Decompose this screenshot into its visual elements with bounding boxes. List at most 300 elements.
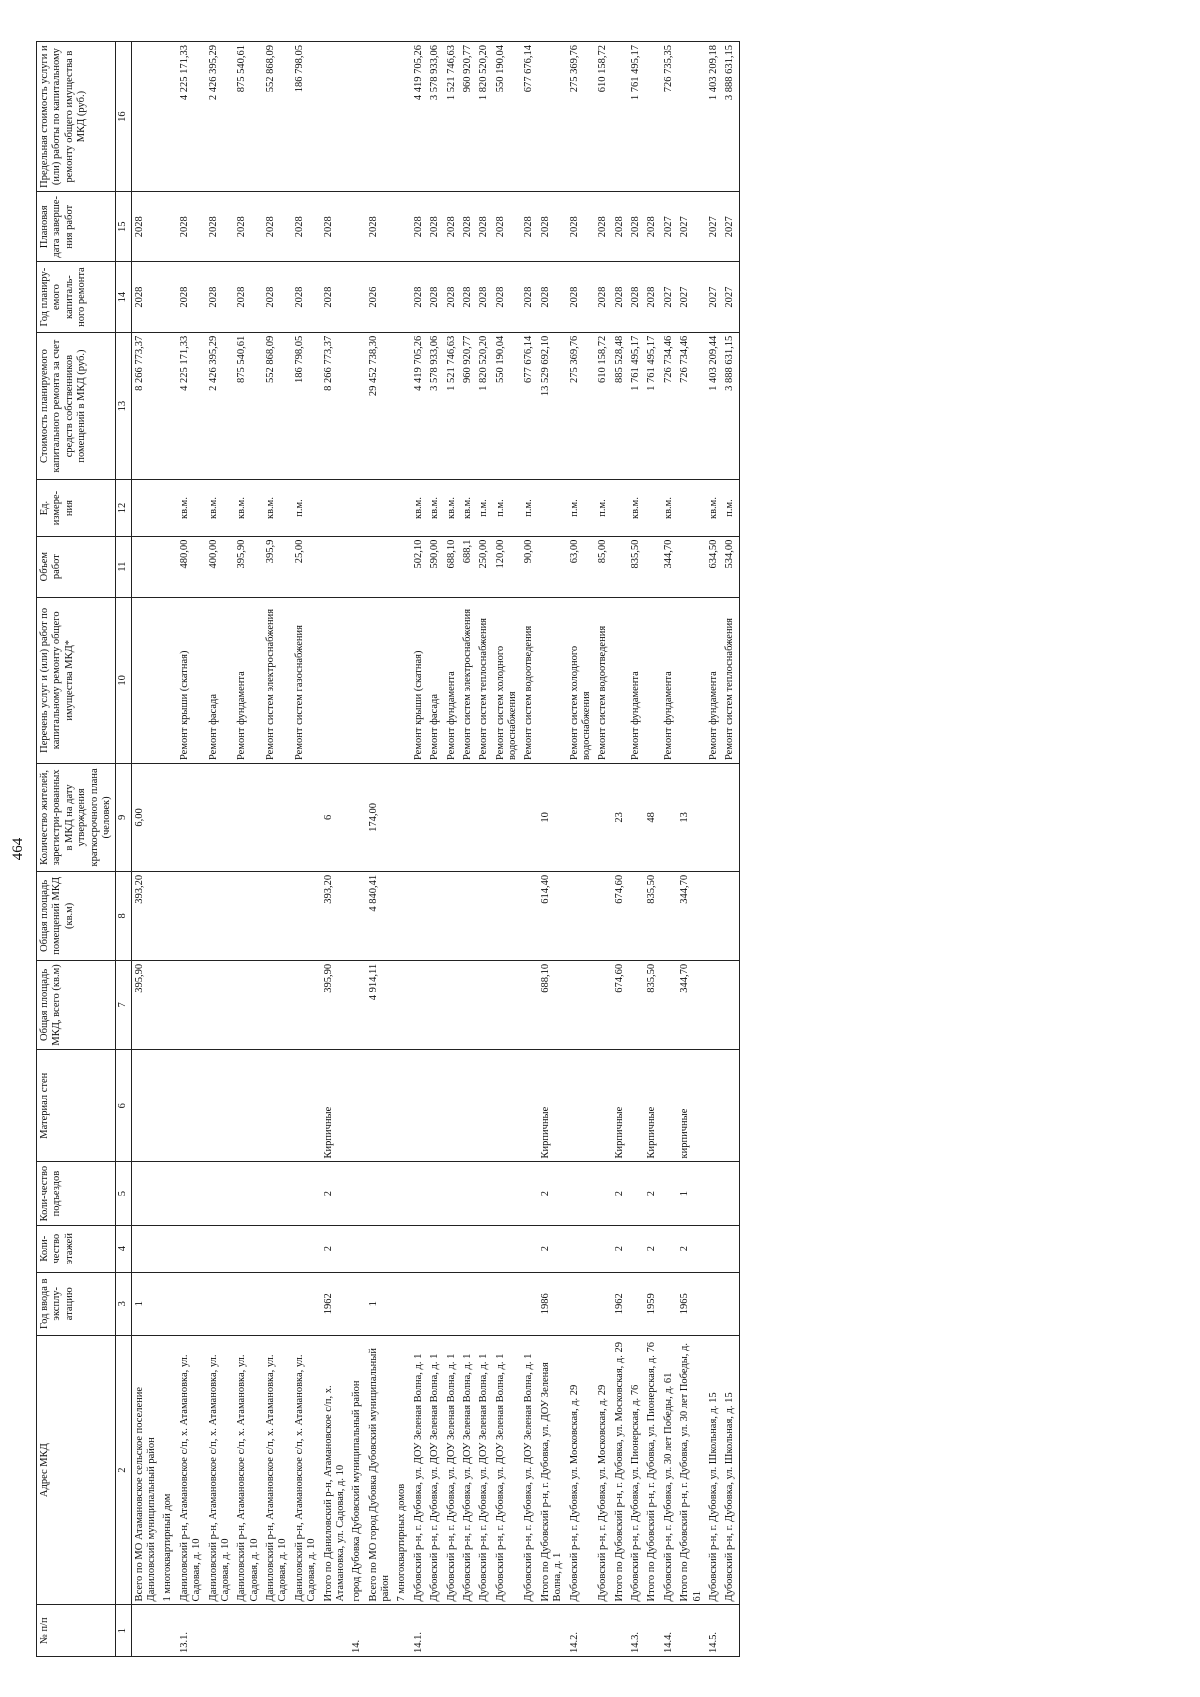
table-cell-col-3: [460, 1272, 476, 1335]
table-cell-col-5: [567, 1161, 596, 1224]
table-cell-col-10: [321, 597, 350, 763]
table-cell-col-15: 2028: [493, 191, 522, 261]
table-cell-col-2: Даниловский р-н, Атамановское с/п, х. Атамановка, ул. Садовая, д. 10: [263, 1335, 292, 1605]
table-cell-col-4: [628, 1225, 644, 1272]
table-cell-col-8: [706, 871, 722, 960]
table-cell-col-8: [234, 871, 263, 960]
table-cell-col-9: 6,00: [131, 763, 160, 871]
table-cell-col-2: Дубовский р-н, г. Дубовка, ул. ДОУ Зеленая Волна, д. 1: [493, 1335, 522, 1605]
col-number: 5: [116, 1161, 131, 1224]
table-cell-col-10: Ремонт фундамента: [661, 597, 677, 763]
table-row: [476, 41, 492, 1656]
table-cell-col-9: [595, 763, 611, 871]
table-cell-col-14: 2028: [131, 261, 160, 331]
table-cell-col-1: 14.1.: [411, 1604, 427, 1656]
table-cell-col-12: кв.м.: [411, 479, 427, 535]
table-cell-col-6: [427, 1049, 443, 1162]
table-cell-col-12: кв.м.: [177, 479, 206, 535]
table-cell-col-3: 1962: [321, 1272, 350, 1335]
table-cell-col-9: 10: [538, 763, 567, 871]
table-cell-col-12: кв.м.: [661, 479, 677, 535]
table-cell-col-16: 1 521 746,63: [444, 41, 460, 191]
table-row: [206, 41, 235, 1656]
table-cell-col-12: п.м.: [493, 479, 522, 535]
table-cell-col-10: Ремонт систем водоотведения: [595, 597, 611, 763]
table-cell-col-12: кв.м.: [444, 479, 460, 535]
table-cell-col-10: [131, 597, 160, 763]
table-cell-col-15: 2028: [321, 191, 350, 261]
table-body: [131, 41, 739, 1656]
table-cell-col-6: [722, 1049, 739, 1162]
table-cell-col-16: 3 888 631,15: [722, 41, 739, 191]
table-cell-col-9: [460, 763, 476, 871]
table-cell-col-3: [411, 1272, 427, 1335]
table-cell-col-16: 4 225 171,33: [177, 41, 206, 191]
table-cell-col-4: [706, 1225, 722, 1272]
table-cell-col-1: [427, 1604, 443, 1656]
table-cell-col-13: 1 403 209,44: [706, 332, 722, 480]
table-cell-col-11: 344,70: [661, 536, 677, 597]
table-row: [661, 41, 677, 1656]
table-cell-col-2: Всего по МО город Дубовка Дубовский муниципальный район: [366, 1335, 395, 1605]
table-cell-col-9: [493, 763, 522, 871]
table-cell-col-9: 6: [321, 763, 350, 871]
col-number: 16: [116, 41, 131, 191]
table-cell-col-7: [206, 960, 235, 1049]
table-cell-col-4: [366, 1225, 395, 1272]
table-cell-col-15: 2028: [460, 191, 476, 261]
table-cell-col-4: [460, 1225, 476, 1272]
table-cell-col-6: Кирпичные: [538, 1049, 567, 1162]
page-number: 464: [10, 837, 26, 860]
table-cell-col-1: 14.2.: [567, 1604, 596, 1656]
table-row: [706, 41, 722, 1656]
table-cell-col-5: [394, 1161, 410, 1224]
table-cell-col-3: [706, 1272, 722, 1335]
table-cell-col-8: [722, 871, 739, 960]
table-cell-col-7: [460, 960, 476, 1049]
table-cell-col-1: [677, 1604, 706, 1656]
table-row: [394, 41, 410, 1656]
col-header: Общая площадь МКД, всего (кв.м): [37, 960, 116, 1049]
table-cell-col-7: [292, 960, 321, 1049]
table-cell-col-16: 186 798,05: [292, 41, 321, 191]
col-header: Плановая дата заверше-ния работ: [37, 191, 116, 261]
table-cell-col-8: [427, 871, 443, 960]
table-cell-col-13: 8 266 773,37: [321, 332, 350, 480]
table-cell-col-4: [206, 1225, 235, 1272]
table-cell-col-16: [677, 41, 706, 191]
table-cell-col-5: 2: [538, 1161, 567, 1224]
table-cell-col-13: 960 920,77: [460, 332, 476, 480]
table-cell-col-5: 2: [321, 1161, 350, 1224]
table-cell-col-13: [394, 332, 410, 480]
table-cell-col-1: [321, 1604, 350, 1656]
table-cell-col-6: [595, 1049, 611, 1162]
table-cell-col-6: [444, 1049, 460, 1162]
table-cell-col-10: Ремонт фасада: [206, 597, 235, 763]
table-cell-col-4: [567, 1225, 596, 1272]
table-cell-col-8: 4 840,41: [366, 871, 395, 960]
table-cell-col-7: 688,10: [538, 960, 567, 1049]
col-number: 8: [116, 871, 131, 960]
table-cell-col-16: 4 419 705,26: [411, 41, 427, 191]
table-cell-col-12: кв.м.: [460, 479, 476, 535]
table-cell-col-12: [131, 479, 160, 535]
table-cell-col-9: [177, 763, 206, 871]
table-cell-col-1: 14.4.: [661, 1604, 677, 1656]
table-cell-col-12: п.м.: [476, 479, 492, 535]
table-cell-col-6: [177, 1049, 206, 1162]
col-number: 7: [116, 960, 131, 1049]
table-cell-col-12: кв.м.: [263, 479, 292, 535]
table-cell-col-11: [644, 536, 660, 597]
table-cell-col-3: [595, 1272, 611, 1335]
table-cell-col-4: [427, 1225, 443, 1272]
table-cell-col-3: [292, 1272, 321, 1335]
table-cell-col-8: [661, 871, 677, 960]
table-cell-col-7: [234, 960, 263, 1049]
table-cell-col-15: 2028: [177, 191, 206, 261]
table-cell-col-2: Итого по Дубовский р-н, г. Дубовка, ул. ДОУ Зеленая Волна, д. 1: [538, 1335, 567, 1605]
table-cell-col-1: 14.5.: [706, 1604, 722, 1656]
table-row: [595, 41, 611, 1656]
table-cell-col-2: Даниловский р-н, Атамановское с/п, х. Атамановка, ул. Садовая, д. 10: [206, 1335, 235, 1605]
table-cell-col-11: 688,1: [460, 536, 476, 597]
col-header: Стоимость планируемого капитального ремонта за счет средств собственников помещений в МКД (руб.): [37, 332, 116, 480]
table-cell-col-15: 2028: [263, 191, 292, 261]
table-cell-col-8: 674,60: [612, 871, 628, 960]
table-cell-col-6: [411, 1049, 427, 1162]
table-cell-col-13: 29 452 738,30: [366, 332, 395, 480]
table-row: [427, 41, 443, 1656]
table-cell-col-5: [349, 1161, 365, 1224]
table-cell-col-5: 1: [677, 1161, 706, 1224]
table-cell-col-13: 1 521 746,63: [444, 332, 460, 480]
table-cell-col-7: [493, 960, 522, 1049]
table-cell-col-10: Ремонт систем теплоснабжения: [722, 597, 739, 763]
table-cell-col-2: Итого по Дубовский р-н, г. Дубовка, ул. Московская, д. 29: [612, 1335, 628, 1605]
col-header: Предельная стоимость услуги и (или) работы по капитальному ремонту общего имущества в МКД (руб.): [37, 41, 116, 191]
table-cell-col-13: 875 540,61: [234, 332, 263, 480]
table-cell-col-7: [595, 960, 611, 1049]
table-cell-col-1: [644, 1604, 660, 1656]
table-cell-col-3: [444, 1272, 460, 1335]
table-row: [160, 41, 176, 1656]
table-cell-col-11: [160, 536, 176, 597]
table-cell-col-8: 393,20: [131, 871, 160, 960]
table-cell-col-13: 677 676,14: [521, 332, 537, 480]
table-cell-col-3: [349, 1272, 365, 1335]
table-cell-col-6: [349, 1049, 365, 1162]
table-cell-col-15: 2028: [644, 191, 660, 261]
table-cell-col-9: [567, 763, 596, 871]
table-cell-col-13: 1 761 495,17: [628, 332, 644, 480]
table-row: [411, 41, 427, 1656]
table-cell-col-7: 395,90: [321, 960, 350, 1049]
table-cell-col-5: [706, 1161, 722, 1224]
table-cell-col-10: [366, 597, 395, 763]
table-cell-col-6: [263, 1049, 292, 1162]
table-cell-col-5: [206, 1161, 235, 1224]
table-row: [628, 41, 644, 1656]
table-cell-col-16: [160, 41, 176, 191]
table-cell-col-11: [612, 536, 628, 597]
table-cell-col-13: 610 158,72: [595, 332, 611, 480]
table-cell-col-16: [394, 41, 410, 191]
table-cell-col-3: [661, 1272, 677, 1335]
table-cell-col-13: 13 529 692,10: [538, 332, 567, 480]
table-cell-col-12: кв.м.: [234, 479, 263, 535]
table-row: [234, 41, 263, 1656]
table-cell-col-3: [722, 1272, 739, 1335]
table-cell-col-9: [411, 763, 427, 871]
rotated-sheet: [10, 29, 1190, 1669]
table-cell-col-5: [493, 1161, 522, 1224]
table-cell-col-3: 1959: [644, 1272, 660, 1335]
repair-plan-table: [36, 41, 740, 1657]
table-cell-col-1: [722, 1604, 739, 1656]
table-cell-col-10: Ремонт систем электроснабжения: [460, 597, 476, 763]
table-cell-col-7: [706, 960, 722, 1049]
table-cell-col-5: [722, 1161, 739, 1224]
table-cell-col-13: 3 888 631,15: [722, 332, 739, 480]
table-cell-col-13: 1 761 495,17: [644, 332, 660, 480]
table-cell-col-13: 3 578 933,06: [427, 332, 443, 480]
table-cell-col-5: [131, 1161, 160, 1224]
table-cell-col-1: 13.1.: [177, 1604, 206, 1656]
table-cell-col-3: [177, 1272, 206, 1335]
table-cell-col-15: [160, 191, 176, 261]
table-cell-col-2: Итого по Даниловский р-н, Атамановское с/п, х. Атамановка, ул. Садовая, д. 10: [321, 1335, 350, 1605]
table-cell-col-11: 400,00: [206, 536, 235, 597]
table-cell-col-4: [234, 1225, 263, 1272]
table-cell-col-13: 275 369,76: [567, 332, 596, 480]
table-cell-col-9: [444, 763, 460, 871]
table-cell-col-8: [476, 871, 492, 960]
table-cell-col-2: Дубовский р-н, г. Дубовка, ул. ДОУ Зеленая Волна, д. 1: [476, 1335, 492, 1605]
table-cell-col-14: 2027: [661, 261, 677, 331]
table-cell-col-9: [628, 763, 644, 871]
table-cell-col-14: 2028: [263, 261, 292, 331]
table-cell-col-1: [234, 1604, 263, 1656]
table-cell-col-2: Дубовский р-н, г. Дубовка, ул. ДОУ Зеленая Волна, д. 1: [521, 1335, 537, 1605]
table-cell-col-8: 614,40: [538, 871, 567, 960]
table-cell-col-3: [628, 1272, 644, 1335]
table-cell-col-3: [521, 1272, 537, 1335]
table-cell-col-12: [394, 479, 410, 535]
table-cell-col-16: [321, 41, 350, 191]
table-cell-col-11: 63,00: [567, 536, 596, 597]
table-cell-col-3: [493, 1272, 522, 1335]
table-cell-col-1: [521, 1604, 537, 1656]
table-row: [538, 41, 567, 1656]
table-cell-col-10: Ремонт систем холодного водоснабжения: [493, 597, 522, 763]
table-cell-col-5: [628, 1161, 644, 1224]
table-row: [722, 41, 739, 1656]
table-row: [444, 41, 460, 1656]
table-cell-col-5: [595, 1161, 611, 1224]
table-row: [349, 41, 365, 1656]
table-cell-col-2: Дубовский р-н, г. Дубовка, ул. ДОУ Зеленая Волна, д. 1: [411, 1335, 427, 1605]
table-cell-col-11: [538, 536, 567, 597]
table-cell-col-14: 2028: [411, 261, 427, 331]
table-cell-col-13: 8 266 773,37: [131, 332, 160, 480]
table-cell-col-1: [612, 1604, 628, 1656]
table-cell-col-6: [521, 1049, 537, 1162]
table-cell-col-16: [538, 41, 567, 191]
table-cell-col-4: [349, 1225, 365, 1272]
table-cell-col-16: 275 369,76: [567, 41, 596, 191]
table-cell-col-2: Дубовский р-н, г. Дубовка, ул. ДОУ Зеленая Волна, д. 1: [444, 1335, 460, 1605]
table-cell-col-4: [131, 1225, 160, 1272]
table-cell-col-15: 2028: [131, 191, 160, 261]
table-cell-col-2: Дубовский р-н, г. Дубовка, ул. Школьная, д. 15: [722, 1335, 739, 1605]
table-cell-col-8: [394, 871, 410, 960]
col-header: Адрес МКД: [37, 1335, 116, 1605]
table-cell-col-13: 552 868,09: [263, 332, 292, 480]
table-cell-col-12: кв.м.: [628, 479, 644, 535]
table-cell-col-12: п.м.: [567, 479, 596, 535]
table-cell-col-10: Ремонт фундамента: [234, 597, 263, 763]
table-cell-col-9: [706, 763, 722, 871]
col-header: Общая площадь помещений МКД (кв.м): [37, 871, 116, 960]
table-cell-col-15: 2028: [612, 191, 628, 261]
table-cell-col-10: Ремонт систем газоснабжения: [292, 597, 321, 763]
table-cell-col-8: [206, 871, 235, 960]
table-cell-col-8: [567, 871, 596, 960]
table-cell-col-16: 875 540,61: [234, 41, 263, 191]
table-cell-col-10: [612, 597, 628, 763]
table-cell-col-11: 480,00: [177, 536, 206, 597]
table-cell-col-9: [160, 763, 176, 871]
table-cell-col-14: 2028: [538, 261, 567, 331]
table-cell-col-15: 2028: [521, 191, 537, 261]
col-number: 6: [116, 1049, 131, 1162]
table-cell-col-11: 85,00: [595, 536, 611, 597]
table-cell-col-4: [263, 1225, 292, 1272]
table-row: [567, 41, 596, 1656]
col-number: 12: [116, 479, 131, 535]
table-cell-col-1: [493, 1604, 522, 1656]
table-cell-col-6: [160, 1049, 176, 1162]
table-cell-col-10: Ремонт систем водоотведения: [521, 597, 537, 763]
col-number: 4: [116, 1225, 131, 1272]
table-cell-col-9: 13: [677, 763, 706, 871]
col-header: Год ввода в эксплу-атацию: [37, 1272, 116, 1335]
table-row: [263, 41, 292, 1656]
table-cell-col-2: 7 многоквартирных домов: [394, 1335, 410, 1605]
table-cell-col-4: [661, 1225, 677, 1272]
table-cell-col-3: 1: [366, 1272, 395, 1335]
table-cell-col-7: 4 914,11: [366, 960, 395, 1049]
table-cell-col-14: 2027: [677, 261, 706, 331]
table-cell-col-12: кв.м.: [206, 479, 235, 535]
table-cell-col-14: 2027: [706, 261, 722, 331]
table-cell-col-11: 90,00: [521, 536, 537, 597]
table-cell-col-11: [394, 536, 410, 597]
table-cell-col-1: [160, 1604, 176, 1656]
table-cell-col-13: 726 734,46: [677, 332, 706, 480]
table-cell-col-15: 2028: [366, 191, 395, 261]
table-cell-col-7: [263, 960, 292, 1049]
table-cell-col-10: Ремонт фундамента: [706, 597, 722, 763]
table-cell-col-4: [444, 1225, 460, 1272]
table-cell-col-7: [427, 960, 443, 1049]
table-cell-col-13: [349, 332, 365, 480]
table-cell-col-3: [206, 1272, 235, 1335]
table-cell-col-5: 2: [644, 1161, 660, 1224]
table-cell-col-3: 1986: [538, 1272, 567, 1335]
table-cell-col-5: [177, 1161, 206, 1224]
table-cell-col-3: 1965: [677, 1272, 706, 1335]
table-cell-col-12: п.м.: [722, 479, 739, 535]
table-cell-col-6: Кирпичные: [612, 1049, 628, 1162]
table-cell-col-4: [292, 1225, 321, 1272]
table-cell-col-9: [349, 763, 365, 871]
table-cell-col-14: 2028: [476, 261, 492, 331]
col-header: Объем работ: [37, 536, 116, 597]
table-cell-col-3: [427, 1272, 443, 1335]
table-cell-col-7: [567, 960, 596, 1049]
table-cell-col-15: 2028: [595, 191, 611, 261]
table-cell-col-4: [160, 1225, 176, 1272]
table-cell-col-12: [538, 479, 567, 535]
table-row: [292, 41, 321, 1656]
table-cell-col-2: Дубовский р-н, г. Дубовка, ул. Московская, д. 29: [595, 1335, 611, 1605]
table-cell-col-13: 186 798,05: [292, 332, 321, 480]
table-cell-col-9: [722, 763, 739, 871]
col-header: Ед. измере-ния: [37, 479, 116, 535]
table-cell-col-5: [521, 1161, 537, 1224]
table-cell-col-9: [394, 763, 410, 871]
table-cell-col-15: 2028: [427, 191, 443, 261]
col-header: Материал стен: [37, 1049, 116, 1162]
table-cell-col-11: [677, 536, 706, 597]
table-cell-col-8: 393,20: [321, 871, 350, 960]
col-number: 1: [116, 1604, 131, 1656]
table-cell-col-1: [460, 1604, 476, 1656]
table-cell-col-8: 344,70: [677, 871, 706, 960]
table-row: [644, 41, 660, 1656]
table-cell-col-7: [160, 960, 176, 1049]
table-row: [612, 41, 628, 1656]
table-cell-col-16: 1 761 495,17: [628, 41, 644, 191]
table-row: [366, 41, 395, 1656]
col-header: Год планиру-емого капиталь-ного ремонта: [37, 261, 116, 331]
table-cell-col-11: 395,9: [263, 536, 292, 597]
table-cell-col-2: Итого по Дубовский р-н, г. Дубовка, ул. Пионерская, д. 76: [644, 1335, 660, 1605]
table-cell-col-10: [349, 597, 365, 763]
table-cell-col-16: 550 190,04: [493, 41, 522, 191]
table-cell-col-9: [234, 763, 263, 871]
col-header: Количество жителей, зарегистри-рованных в МКД на дату утверждения краткосрочного плана (человек): [37, 763, 116, 871]
table-cell-col-4: [521, 1225, 537, 1272]
table-cell-col-6: [493, 1049, 522, 1162]
table-cell-col-16: 3 578 933,06: [427, 41, 443, 191]
table-cell-col-12: п.м.: [521, 479, 537, 535]
table-cell-col-5: [366, 1161, 395, 1224]
table-cell-col-2: Даниловский р-н, Атамановское с/п, х. Атамановка, ул. Садовая, д. 10: [177, 1335, 206, 1605]
table-cell-col-10: Ремонт систем электроснабжения: [263, 597, 292, 763]
table-cell-col-13: 2 426 395,29: [206, 332, 235, 480]
table-cell-col-14: 2028: [628, 261, 644, 331]
table-cell-col-16: [131, 41, 160, 191]
table-cell-col-1: [595, 1604, 611, 1656]
table-cell-col-9: 23: [612, 763, 628, 871]
table-cell-col-16: 677 676,14: [521, 41, 537, 191]
table-cell-col-6: [476, 1049, 492, 1162]
